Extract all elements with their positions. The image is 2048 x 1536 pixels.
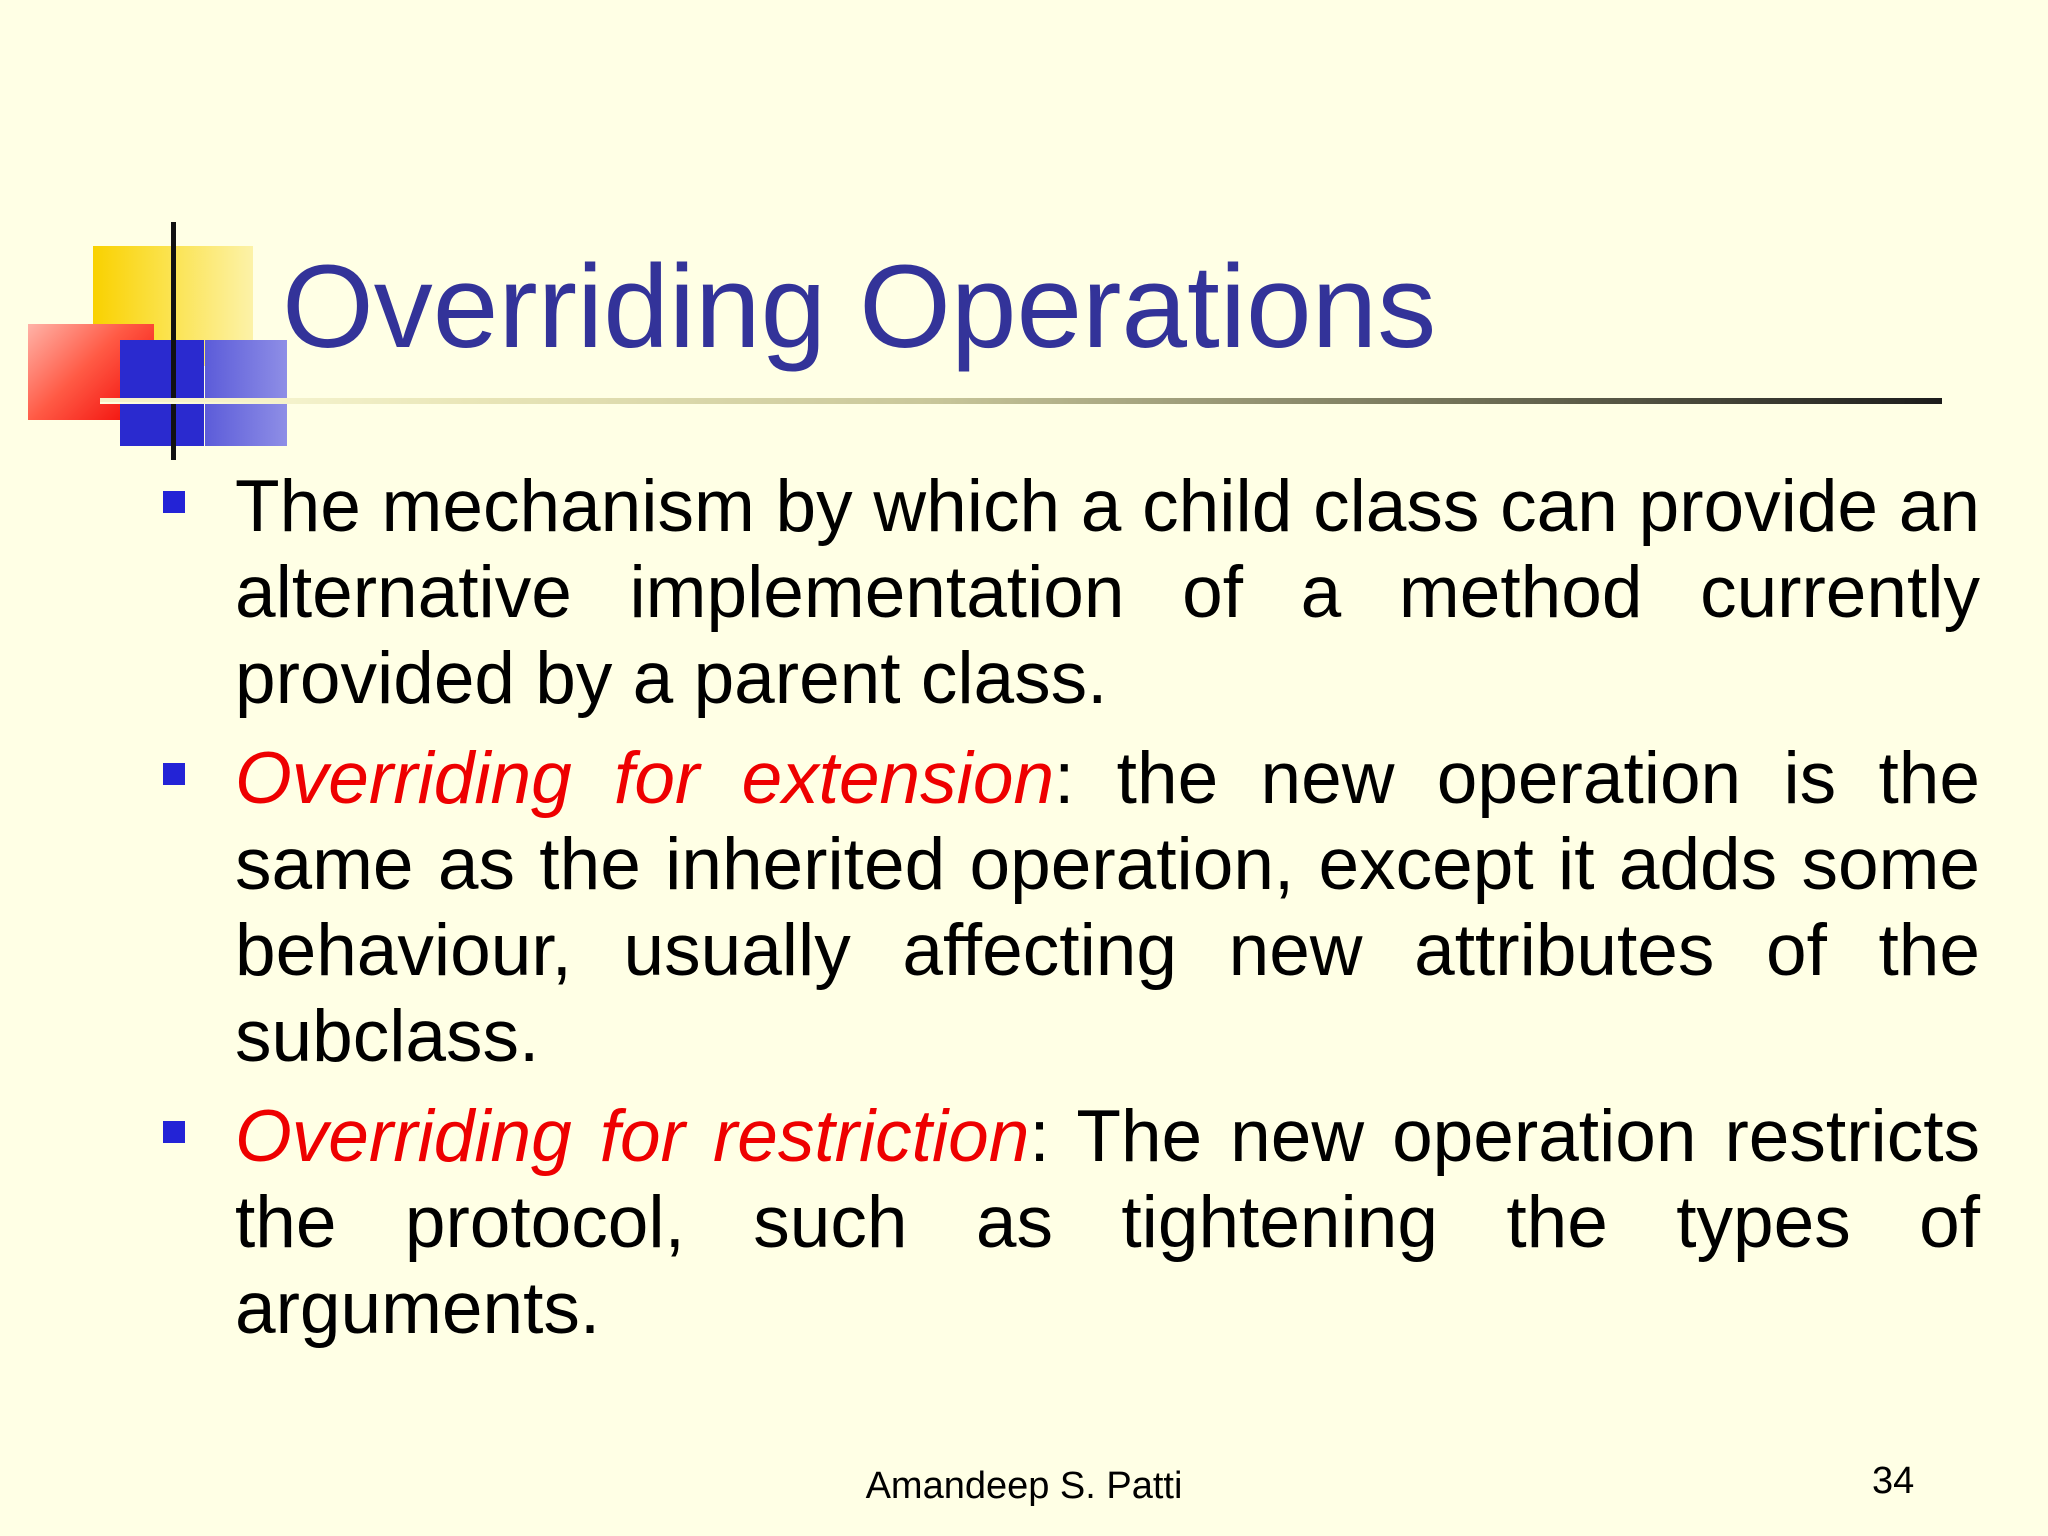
decorative-vertical-line (171, 222, 176, 460)
bullet-item (160, 464, 1980, 722)
square-bullet-icon (163, 1121, 185, 1143)
page-number: 34 (1872, 1460, 1915, 1502)
square-bullet-icon (163, 763, 185, 785)
bullet-text: : the new operation is the same as the inherited operation, except it adds some behaviour, usually affecting new attributes of the subclass. (235, 738, 1980, 1077)
bullet-emphasis: Overriding for restriction (235, 1096, 1030, 1177)
title-underline (100, 398, 1942, 404)
bullet-emphasis: Overriding for extension (235, 738, 1055, 819)
bullet-item (160, 736, 1980, 1080)
bullet-list (160, 464, 1980, 1366)
bullet-item (160, 1094, 1980, 1352)
bullet-text: : The new operation restricts the protocol, such as tightening the types of arguments. (235, 1096, 1981, 1349)
bullet-text: The mechanism by which a child class can provide an alternative implementation of a method currently provided by a parent class. (235, 466, 1980, 719)
square-bullet-icon (163, 491, 185, 513)
decorative-light-blue-square (205, 340, 287, 446)
decorative-blue-square (120, 340, 204, 446)
footer-author: Amandeep S. Patti (865, 1465, 1183, 1507)
slide-title: Overriding Operations (282, 241, 1437, 373)
decorative-horizontal-line (100, 398, 290, 402)
